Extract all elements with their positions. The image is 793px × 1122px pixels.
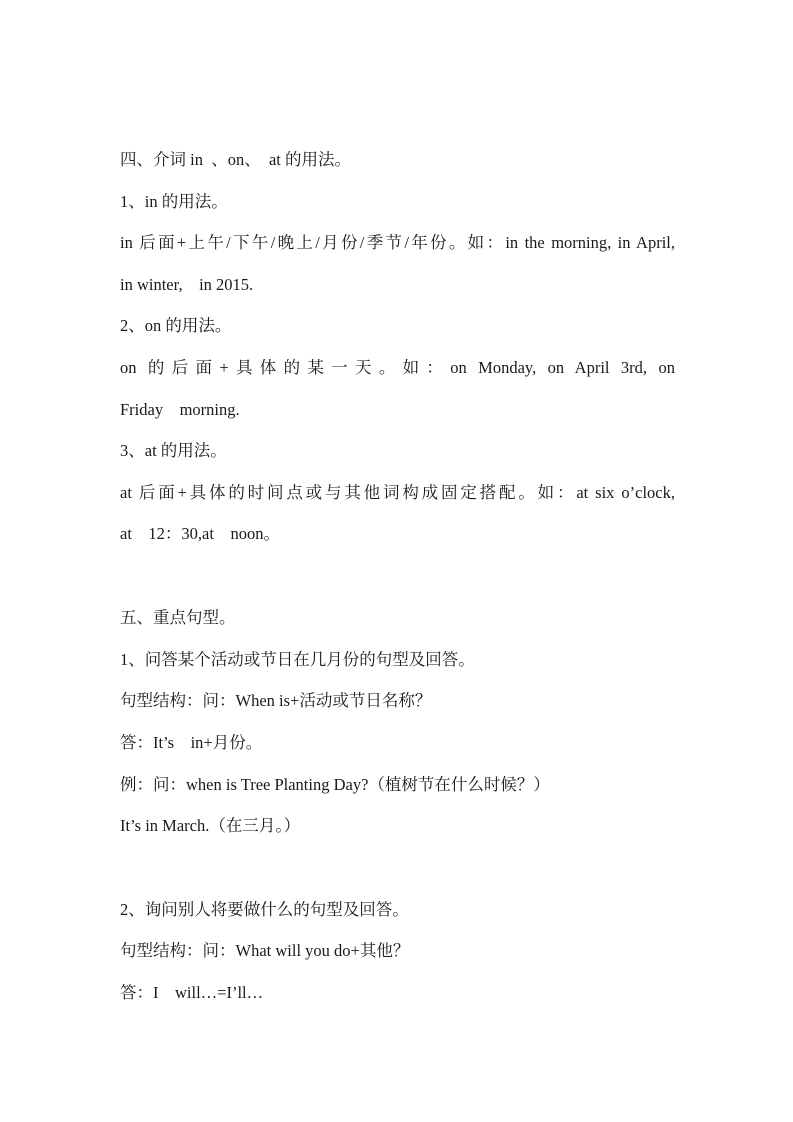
text-line-pat1-title: 1、问答某个活动或节日在几月份的句型及回答。 — [120, 650, 475, 669]
text-line-sub3-title: 3、at 的用法。 — [120, 441, 227, 460]
text-line-sub2-body-2: Friday morning. — [120, 400, 240, 419]
text-line-sub1-body-1: in 后面+上午/下午/晚上/月份/季节/年份。如：in the morning, in April, — [120, 233, 675, 252]
text-line-sec4-title: 四、介词 in 、on、 at 的用法。 — [120, 150, 351, 169]
text-line-pat1-answer: 答：It’s in+月份。 — [120, 733, 263, 752]
text-line-sub1-title: 1、in 的用法。 — [120, 192, 228, 211]
text-line-pat1-structure: 句型结构：问：When is+活动或节日名称？ — [120, 691, 432, 710]
text-line-sub3-body-2: at 12：30,at noon。 — [120, 524, 280, 543]
text-line-pat1-example-q: 例：问：when is Tree Planting Day?（植树节在什么时候？） — [120, 775, 550, 794]
text-line-pat2-answer: 答：I will…=I’ll… — [120, 983, 264, 1002]
text-line-pat2-title: 2、询问别人将要做什么的句型及回答。 — [120, 900, 409, 919]
text-line-sec5-title: 五、重点句型。 — [120, 608, 236, 627]
text-line-sub2-body-1: on 的后面+具体的某一天。如：on Monday, on April 3rd, on — [120, 358, 675, 377]
text-line-pat2-structure: 句型结构：问：What will you do+其他？ — [120, 941, 410, 960]
text-line-sub2-title: 2、on 的用法。 — [120, 316, 232, 335]
text-line-pat1-example-a: It’s in March.（在三月。） — [120, 816, 301, 835]
text-line-sub3-body-1: at 后面+具体的时间点或与其他词构成固定搭配。如：at six o’clock, — [120, 483, 675, 502]
text-line-sub1-body-2: in winter, in 2015. — [120, 275, 254, 294]
